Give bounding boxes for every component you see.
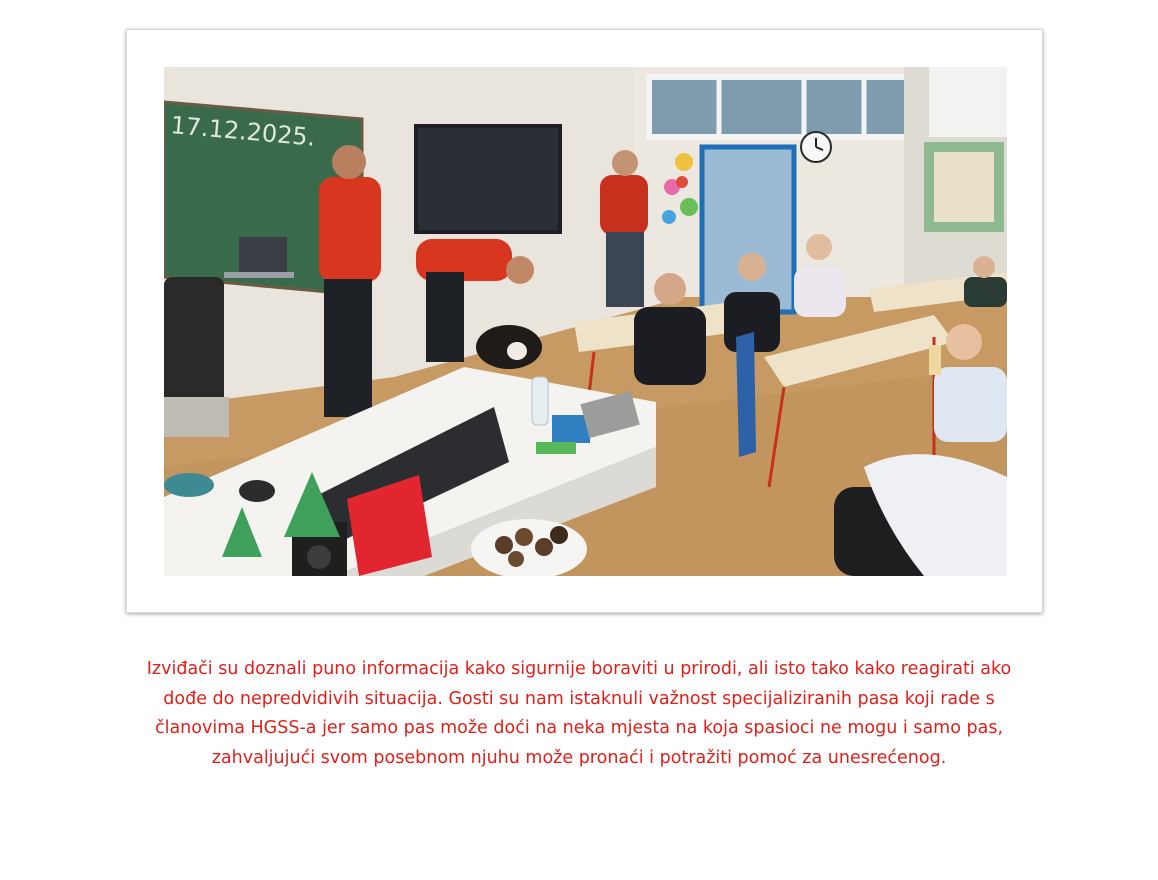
student <box>634 307 706 385</box>
classroom-photo <box>164 67 1007 576</box>
rescuer-back <box>600 175 648 235</box>
chalkboard-date: 17.12.2025. <box>169 111 317 152</box>
pencil-holder <box>552 415 590 443</box>
rescuer-standing-left <box>319 177 381 282</box>
door <box>702 147 794 312</box>
caption-line: zahvaljujući svom posebnom njuhu može pronaći i potražiti pomoć za unesrećenog. <box>211 747 947 768</box>
window-row <box>649 77 929 137</box>
photo-caption <box>40 655 1118 773</box>
caption-line: dođe do nepredvidivih situacija. Gosti su nam istaknuli važnost specijaliziranih pasa koji rade s <box>163 688 995 709</box>
caption-line: članovima HGSS-a jer samo pas može doći na neka mjesta na koja spasioci ne mogu i samo pas, <box>154 718 1004 738</box>
photo-frame <box>126 29 1043 613</box>
classroom-scene <box>164 67 1007 576</box>
office-chair <box>164 277 224 417</box>
computer-mouse <box>239 480 275 502</box>
caption-line: Izviđači su doznali puno informacija kako sigurnije boraviti u prirodi, ali isto tako kako reagirati ako <box>146 659 1012 679</box>
student <box>934 367 1007 442</box>
student <box>964 277 1007 307</box>
water-bottle <box>532 377 548 425</box>
student <box>794 267 846 317</box>
laptop <box>239 237 287 272</box>
